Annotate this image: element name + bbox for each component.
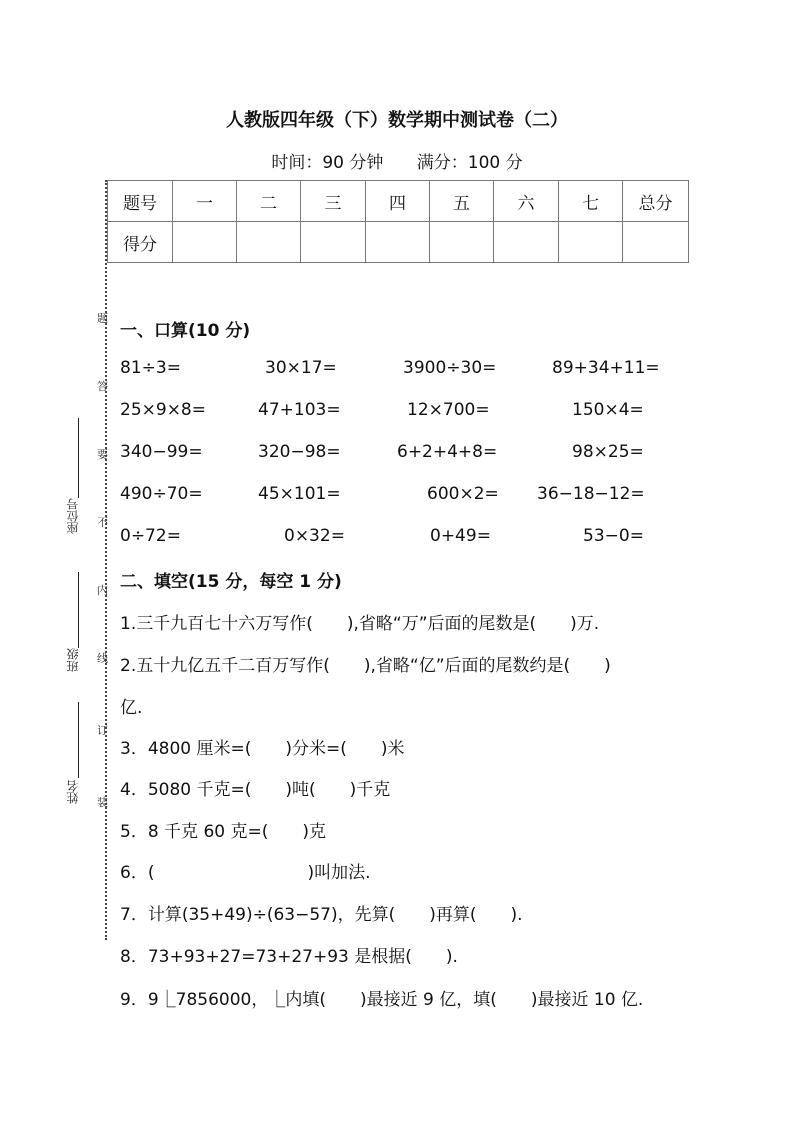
- binding-char: 题: [97, 312, 108, 325]
- calc-item: 6+2+4+8=: [397, 442, 498, 462]
- section-heading: 一、口算(10 分): [120, 321, 251, 341]
- question-item: 4．5080 千克=( )吨( )千克: [120, 780, 391, 800]
- name-label: 姓名: [66, 780, 80, 804]
- name-line[interactable]: [78, 702, 79, 778]
- question-item: 1.三千九百七十六万写作( ),省略“万”后面的尾数是( )万.: [120, 614, 600, 634]
- score-header-row: [108, 181, 689, 222]
- header-cell: 题号: [108, 181, 173, 222]
- score-cell[interactable]: [173, 222, 237, 263]
- calc-item: 600×2=: [427, 484, 499, 504]
- calc-item: 150×4=: [572, 400, 644, 420]
- header-cell: 七: [559, 181, 623, 222]
- calc-item: 98×25=: [572, 442, 644, 462]
- score-cell[interactable]: [623, 222, 689, 263]
- score-cell[interactable]: [301, 222, 366, 263]
- header-cell: 二: [237, 181, 301, 222]
- question-item: 3．4800 厘米=( )分米=( )米: [120, 739, 405, 759]
- calc-item: 47+103=: [258, 400, 341, 420]
- calc-item: 45×101=: [258, 484, 341, 504]
- question-item: 8．73+93+27=73+27+93 是根据( ).: [120, 947, 458, 967]
- seat-line[interactable]: [78, 418, 79, 498]
- binding-char: 答: [97, 380, 108, 393]
- binding-char: 不: [97, 516, 108, 529]
- question-item: 9．9⎿7856000，⎿内填( )最接近 9 亿，填( )最接近 10 亿.: [120, 990, 644, 1010]
- calc-item: 25×9×8=: [120, 400, 206, 420]
- score-cell[interactable]: [559, 222, 623, 263]
- calc-item: 30×17=: [265, 358, 337, 378]
- binding-char: 内: [97, 584, 108, 597]
- page-title: 人教版四年级（下）数学期中测试卷（二）: [226, 110, 568, 131]
- calc-item: 53−0=: [583, 526, 644, 546]
- calc-item: 490÷70=: [120, 484, 203, 504]
- score-cell[interactable]: [237, 222, 301, 263]
- header-cell: 三: [301, 181, 366, 222]
- header-cell: 五: [430, 181, 494, 222]
- score-row: [108, 222, 689, 263]
- row-label: 得分: [108, 222, 173, 263]
- binding-char: 线: [97, 652, 108, 665]
- binding-line: [105, 180, 107, 940]
- question-item: 亿.: [120, 698, 143, 718]
- header-cell: 一: [173, 181, 237, 222]
- score-cell[interactable]: [430, 222, 494, 263]
- calc-item: 12×700=: [407, 400, 490, 420]
- calc-item: 0÷72=: [120, 526, 181, 546]
- class-label: 班级: [66, 648, 80, 672]
- question-item: 7．计算(35+49)÷(63−57)，先算( )再算( ).: [120, 905, 523, 925]
- section-heading: 二、填空(15 分，每空 1 分): [120, 572, 342, 592]
- calc-item: 0+49=: [430, 526, 491, 546]
- question-item: 2.五十九亿五千二百万写作( ),省略“亿”后面的尾数约是( ): [120, 656, 611, 676]
- binding-char: 订: [97, 724, 108, 737]
- header-cell: 总分: [623, 181, 689, 222]
- binding-char: 要: [97, 448, 108, 461]
- header-cell: 六: [494, 181, 559, 222]
- class-line[interactable]: [78, 572, 79, 648]
- calc-item: 89+34+11=: [552, 358, 660, 378]
- calc-item: 0×32=: [284, 526, 345, 546]
- score-cell[interactable]: [366, 222, 430, 263]
- score-table: [107, 180, 689, 263]
- calc-item: 36−18−12=: [537, 484, 645, 504]
- calc-item: 3900÷30=: [403, 358, 497, 378]
- header-cell: 四: [366, 181, 430, 222]
- exam-time: 时间：90 分钟: [271, 153, 384, 173]
- exam-full-score: 满分：100 分: [416, 153, 523, 173]
- calc-item: 340−99=: [120, 442, 203, 462]
- exam-info: [0, 148, 794, 173]
- question-item: 5．8 千克 60 克=( )克: [120, 822, 326, 842]
- score-cell[interactable]: [494, 222, 559, 263]
- seat-number-label: 座位号: [66, 498, 80, 534]
- question-item: 6．( )叫加法.: [120, 863, 371, 883]
- binding-char: 装: [97, 796, 108, 809]
- calc-item: 81÷3=: [120, 358, 181, 378]
- calc-item: 320−98=: [258, 442, 341, 462]
